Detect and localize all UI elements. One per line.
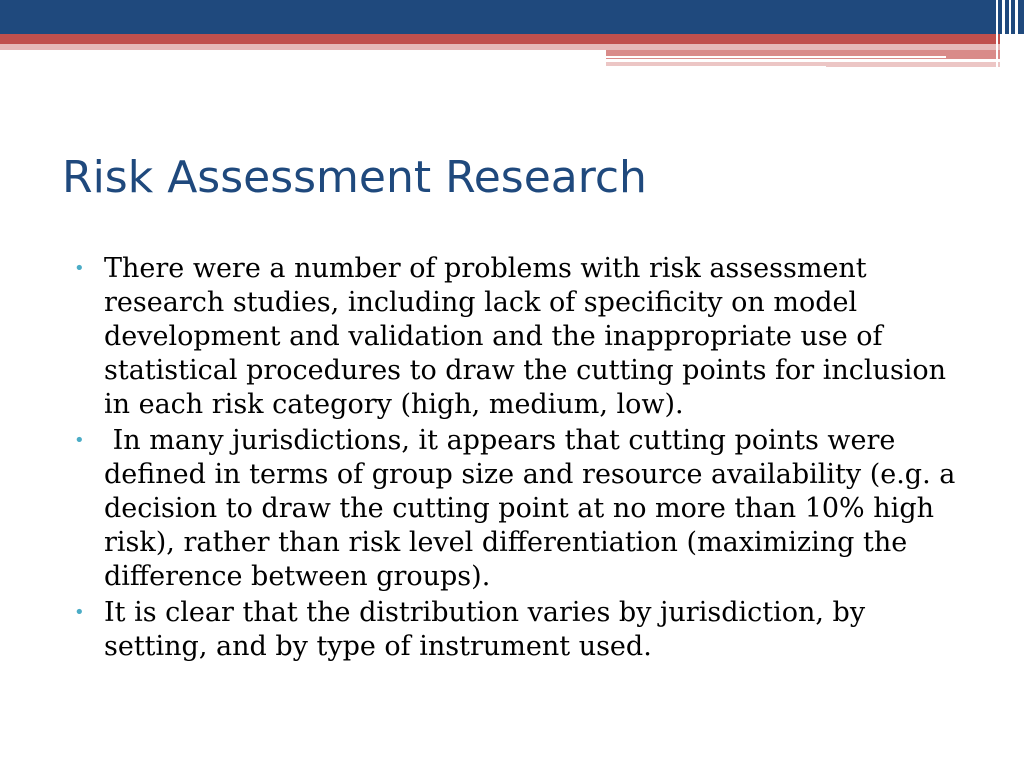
header-accent-line bbox=[606, 56, 946, 58]
bullet-text: It is clear that the distribution varies by jurisdiction, by setting, and by type of instrument used. bbox=[104, 597, 866, 662]
header-band-blue bbox=[0, 0, 1024, 34]
header-band-red bbox=[0, 34, 1000, 44]
bullet-icon: • bbox=[74, 258, 85, 279]
bullet-item bbox=[74, 596, 974, 664]
bullet-icon: • bbox=[74, 430, 85, 451]
bullet-item bbox=[74, 252, 974, 422]
bullet-list bbox=[74, 252, 974, 666]
bullet-item bbox=[74, 424, 974, 594]
bullet-text: In many jurisdictions, it appears that cutting points were defined in terms of group size and resource availability (e.g. a decision to draw the cutting point at no more than 10% high risk), rather than risk level differentiation (maximizing the difference between groups). bbox=[104, 425, 964, 592]
bullet-text: There were a number of problems with risk assessment research studies, including lack of specificity on model development and validation and the inappropriate use of statistical procedures to draw the cutting points for inclusion in each risk category (high, medium, low). bbox=[104, 253, 947, 420]
bullet-icon: • bbox=[74, 602, 85, 623]
slide-title: Risk Assessment Research bbox=[62, 152, 647, 203]
header-vertical-stripes bbox=[992, 0, 1024, 70]
header-accent-line-2 bbox=[606, 66, 826, 68]
